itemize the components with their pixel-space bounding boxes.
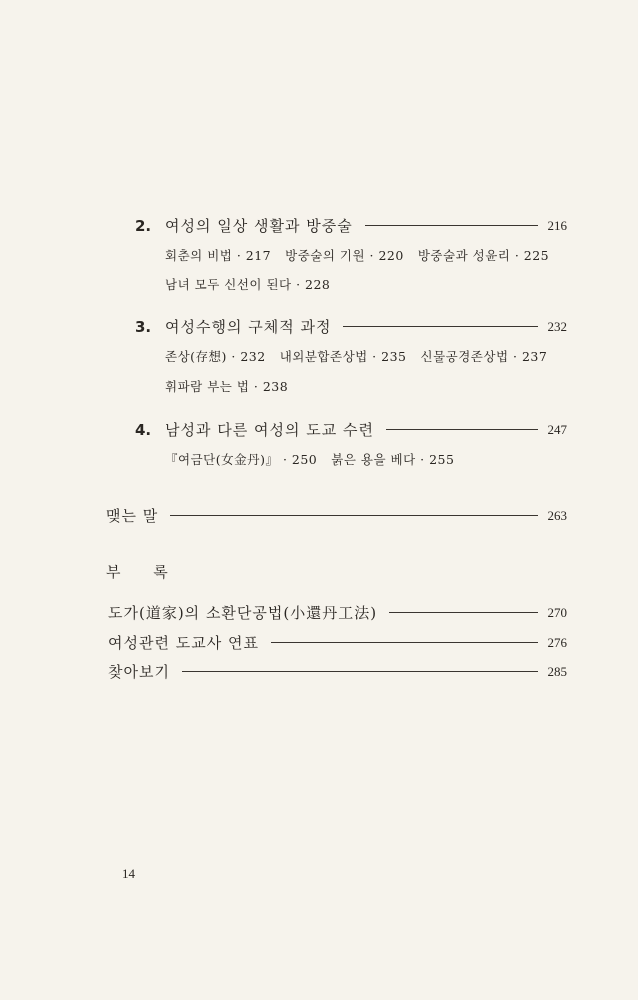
toc-subentries [165,246,563,264]
appendix-title: 찾아보기 [108,663,170,681]
subentry: 신물공경존상법 · 237 [420,349,548,364]
section-number: 3. [135,317,152,336]
page-number: 263 [547,507,567,523]
leader-line [170,515,537,516]
toc-entry-section-2 [135,215,567,236]
toc-entry-conclusion [106,505,567,526]
subentry: 존상(存想) · 232 [165,349,266,364]
toc-subentries [165,275,344,293]
leader-line [271,642,538,643]
leader-line [365,225,538,226]
page-number: 276 [547,634,567,650]
page-folio: 14 [122,866,135,881]
toc-subentries [165,450,468,468]
toc-subentries [165,377,302,395]
page-number: 247 [547,421,567,437]
subentry: 내외분합존상법 · 235 [279,349,407,364]
toc-entry-section-3 [135,316,567,337]
leader-line [343,326,537,327]
page-number: 285 [547,663,567,679]
section-title: 남성과 다른 여성의 도교 수련 [165,421,374,439]
section-title: 여성의 일상 생활과 방중술 [165,217,353,235]
section-number: 2. [135,216,152,235]
appendix-heading: 부 록 [106,563,182,581]
subentry: 휘파람 부는 법 · 238 [165,379,289,394]
page-number: 216 [547,217,567,233]
conclusion-title: 맺는 말 [106,507,159,525]
toc-entry-appendix [108,632,567,653]
section-number: 4. [135,420,152,439]
subentry: 방중술과 성윤리 · 225 [417,248,550,263]
section-title: 여성수행의 구체적 과정 [165,318,332,336]
leader-line [386,429,538,430]
toc-entry-appendix [108,661,567,682]
leader-line [182,671,538,672]
leader-line [389,612,537,613]
page-number: 232 [547,318,567,334]
subentry: 방중술의 기원 · 220 [285,248,404,263]
subentry: 회춘의 비법 · 217 [165,248,272,263]
toc-subentries [165,347,561,365]
subentry: 『여금단(女金丹)』 · 250 [165,452,318,467]
appendix-title: 도가(道家)의 소환단공법(小還丹工法) [108,604,378,622]
appendix-title: 여성관련 도교사 연표 [108,634,259,652]
toc-entry-section-4 [135,419,567,440]
subentry: 붉은 용을 베다 · 255 [331,452,455,467]
page-number: 270 [547,604,567,620]
toc-entry-appendix [108,602,567,623]
subentry: 남녀 모두 신선이 된다 · 228 [165,277,331,292]
